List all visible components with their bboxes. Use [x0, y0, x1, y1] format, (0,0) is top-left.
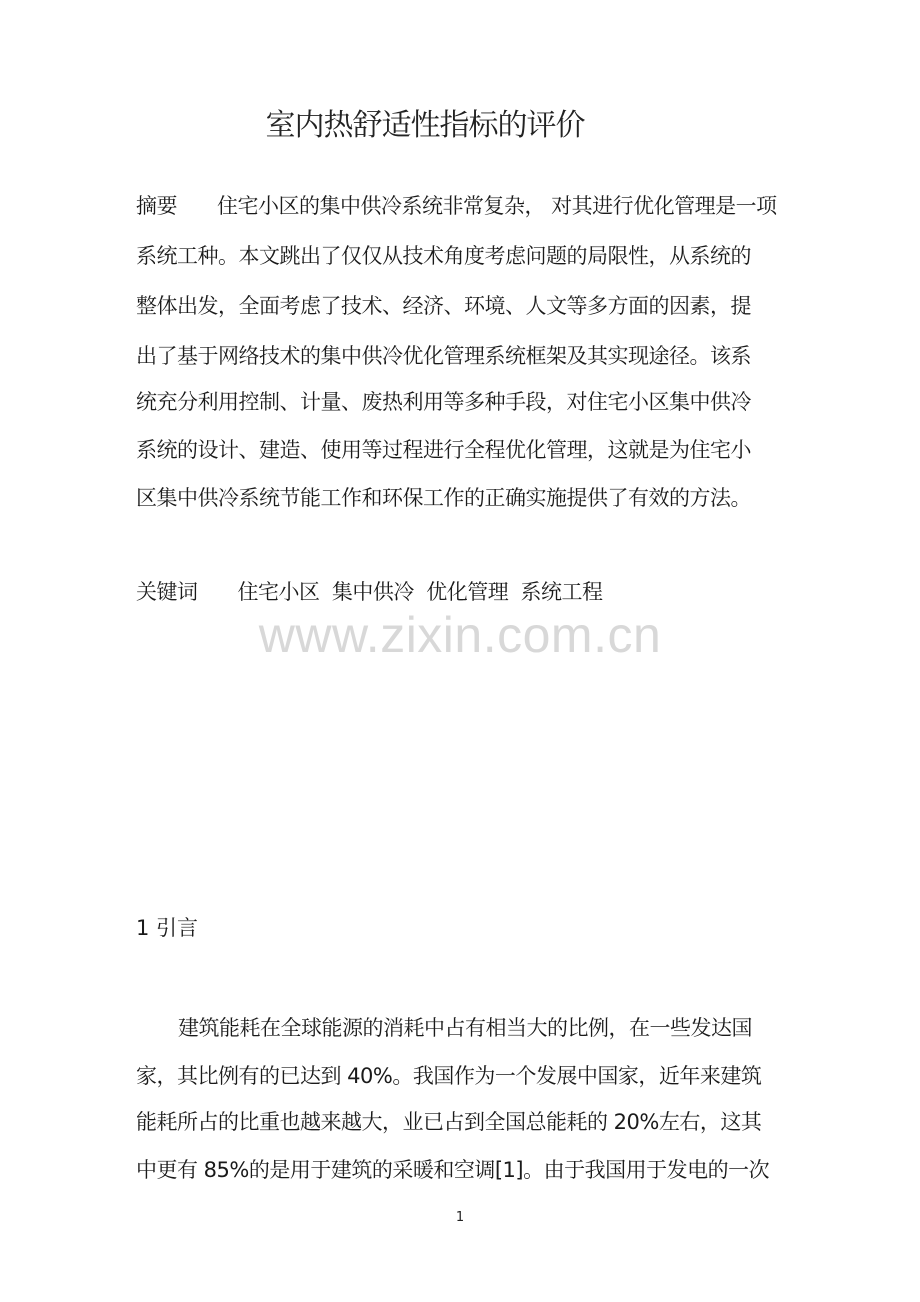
document-title: 室内热舒适性指标的评价 [265, 108, 585, 143]
watermark: www.zixin.com.cn [258, 607, 662, 663]
abstract-label: 摘要 [136, 194, 177, 218]
abstract-line-2: 系统工种。本文跳出了仅仅从技术角度考虑问题的局限性，从系统的 [136, 244, 751, 268]
abstract-text: 住宅小区的集中供冷系统非常复杂， 对其进行优化管理是一项 [217, 194, 777, 218]
body-line-4: 中更有 85%的是用于建筑的采暖和空调[1]。由于我国用于发电的一次 [136, 1158, 770, 1182]
abstract-line-5: 统充分利用控制、计量、废热利用等多种手段，对住宅小区集中供冷 [136, 390, 751, 414]
abstract-line-3: 整体出发，全面考虑了技术、经济、环境、人文等多方面的因素，提 [136, 294, 751, 318]
keywords-line [136, 576, 603, 606]
keywords-text: 住宅小区 集中供冷 优化管理 系统工程 [237, 580, 603, 604]
abstract-line-6: 系统的设计、建造、使用等过程进行全程优化管理，这就是为住宅小 [136, 438, 751, 462]
body-line-2: 家，其比例有的已达到 40%。我国作为一个发展中国家，近年来建筑 [136, 1064, 762, 1088]
page-number: 1 [455, 1210, 465, 1225]
abstract-line-1 [136, 190, 777, 220]
body-line-1: 建筑能耗在全球能源的消耗中占有相当大的比例，在一些发达国 [178, 1016, 752, 1040]
abstract-line-7: 区集中供冷系统节能工作和环保工作的正确实施提供了有效的方法。 [136, 486, 751, 510]
keywords-label: 关键词 [136, 580, 198, 604]
section-heading: 1 引言 [136, 916, 199, 940]
abstract-line-4: 出了基于网络技术的集中供冷优化管理系统框架及其实现途径。该系 [136, 344, 751, 368]
body-line-3: 能耗所占的比重也越来越大，业已占到全国总能耗的 20%左右，这其 [136, 1110, 762, 1134]
